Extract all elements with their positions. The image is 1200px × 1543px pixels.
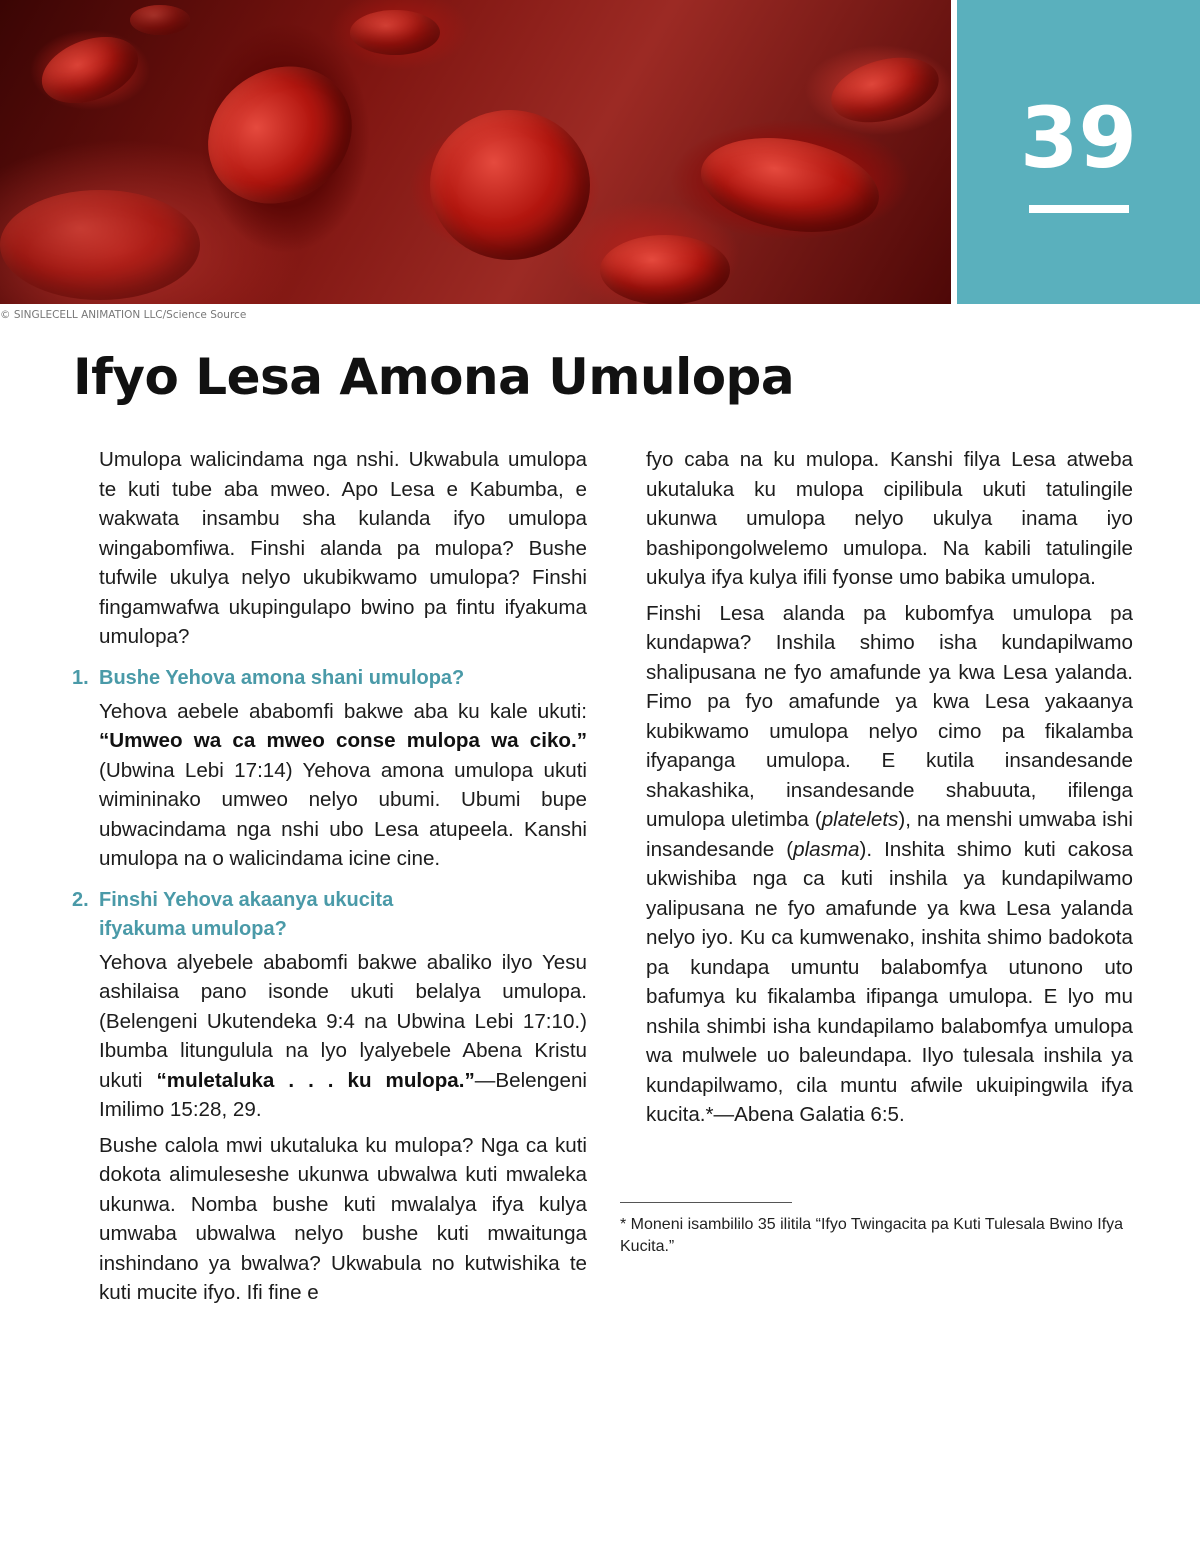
right-column (646, 445, 1133, 1136)
question-heading-2 (72, 886, 587, 944)
question-text-line-1: Finshi Yehova akaanya ukucita (99, 888, 394, 911)
paragraph-text: Finshi Lesa alanda pa kubomfya umulopa pa kundapwa? Inshila shimo isha kundapilwamo shalipusana ne fyo amafunde ya kwa Lesa yalanda. Fimo pa fyo amafunde ya kwa Lesa yakaanya kubikwamo umulopa nelyo cimo pa fikalamba ifyapanga umulopa. E kutila insandesande shakashika, insandesande shabuuta, ifilenga umulopa uletimba ( (646, 601, 1133, 831)
blood-cell (824, 47, 946, 133)
footnote: * Moneni isambililo 35 ilitila “Ifyo Twingacita pa Kuti Tulesala Bwino Ifya Kucita.” (620, 1216, 1124, 1255)
section-2-paragraph-2-start: Bushe calola mwi ukutaluka ku mulopa? Nga ca kuti dokota alimuleseshe ukunwa ubwalwa kuti mwaleka ukunwa. Nomba bushe kuti mwalalya ifya kulya umwaba ubwalwa nelyo bushe kuti mwaitunga inshindano ya bwalwa? Ukwabula no kutwishika te kuti mucite ifyo. Ifi fine e (99, 1133, 587, 1304)
blood-cell (694, 125, 887, 245)
paragraph-text: Yehova aebele ababomfi bakwe aba ku kale ukuti: (99, 699, 587, 723)
section-2-paragraph-3 (646, 599, 1133, 1130)
image-credit: © SINGLECELL ANIMATION LLC/Science Source (0, 309, 247, 321)
question-number: 2. (72, 888, 89, 911)
question-heading-1 (72, 664, 587, 693)
chapter-number: 39 (1020, 89, 1137, 187)
blood-cell (350, 10, 440, 55)
paragraph-text: ). Inshita shimo kuti cakosa ukwishiba nga ca kuti inshila ya kundapilwamo yalipusana ne fyo amafunde ya kwa Lesa yalanda nelyo iyo. Ku ca kumwenako, inshita shimo badokota pa kundapa umuntu balabomfya utunono uto bafumya ku fikalamba ifipanga umulopa. E lyo mu nshila shimbi isha kundapilamo balabomfya umulopa wa mulwele uo baleundapa. Ilyo tulesala inshila ya kundapilwamo, cila muntu afwile ukuipingwila ifya kucita.*—Abena Galatia 6:5. (646, 837, 1133, 1126)
section-2-paragraph-1 (99, 948, 587, 1125)
section-1-paragraph (99, 697, 587, 874)
chapter-number-underline (1029, 205, 1129, 213)
hero-image-blood-cells (0, 0, 951, 304)
question-number: 1. (72, 666, 89, 689)
blood-cell (430, 110, 590, 260)
bold-quote: “Umweo wa ca mweo conse mulopa wa ciko.” (99, 729, 587, 752)
blood-cell (0, 190, 200, 300)
question-text: Bushe Yehova amona shani umulopa? (99, 666, 465, 689)
blood-cell (600, 235, 730, 304)
blood-cell (130, 5, 190, 35)
intro-paragraph: Umulopa walicindama nga nshi. Ukwabula umulopa te kuti tube aba mweo. Apo Lesa e Kabumba, e wakwata insambu sha kulanda ifyo umulopa wingabomfiwa. Finshi alanda pa mulopa? Bushe tufwile ukulya nelyo ukubikwamo umulopa? Finshi fingamwafwa ukupingulapo bwino pa fintu ifyakuma umulopa? (99, 448, 587, 648)
footnote-divider (620, 1202, 792, 1203)
paragraph-text: (Ubwina Lebi 17:14) Yehova amona umulopa ukuti wimininako umweo nelyo ubumi. Ubumi bupe ubwacindama nga nshi ubo Lesa atupeela. Kanshi umulopa na o walicindama icine cine. (99, 758, 587, 870)
question-text-line-2: ifyakuma umulopa? (99, 917, 287, 940)
blood-cell (181, 39, 378, 232)
chapter-number-box (957, 0, 1200, 304)
paragraph-text: —Belengeni Imilimo 15:28, 29. (99, 1068, 587, 1121)
blood-cell (33, 25, 147, 116)
section-2-paragraph-2-continued: fyo caba na ku mulopa. Kanshi filya Lesa atweba ukutaluka ku mulopa cipilibula ukuti tatulingile ukunwa umulopa nelyo ukulya inama iyo bashipongolwelemo umulopa. Na kabili tatulingile ukulya ifya kulya ifili fyonse umo babika umulopa. (646, 448, 1133, 589)
left-column (72, 445, 587, 1314)
paragraph-text: ), na menshi umwaba ishi insandesande ( (646, 808, 1133, 861)
italic-term: plasma (793, 837, 860, 861)
bold-quote: “muletaluka . . . ku mulopa.” (156, 1068, 475, 1092)
page-title: Ifyo Lesa Amona Umulopa (73, 348, 795, 406)
paragraph-text: Yehova alyebele ababomfi bakwe abaliko ilyo Yesu ashilaisa pano isonde ukuti belalya umulopa. (Belengeni Ukutendeka 9:4 na Ubwina Lebi 17:10.) Ibumba litungulula na lyo lyalyebele Abena Kristu ukuti (99, 950, 587, 1092)
italic-term: platelets (821, 808, 899, 831)
